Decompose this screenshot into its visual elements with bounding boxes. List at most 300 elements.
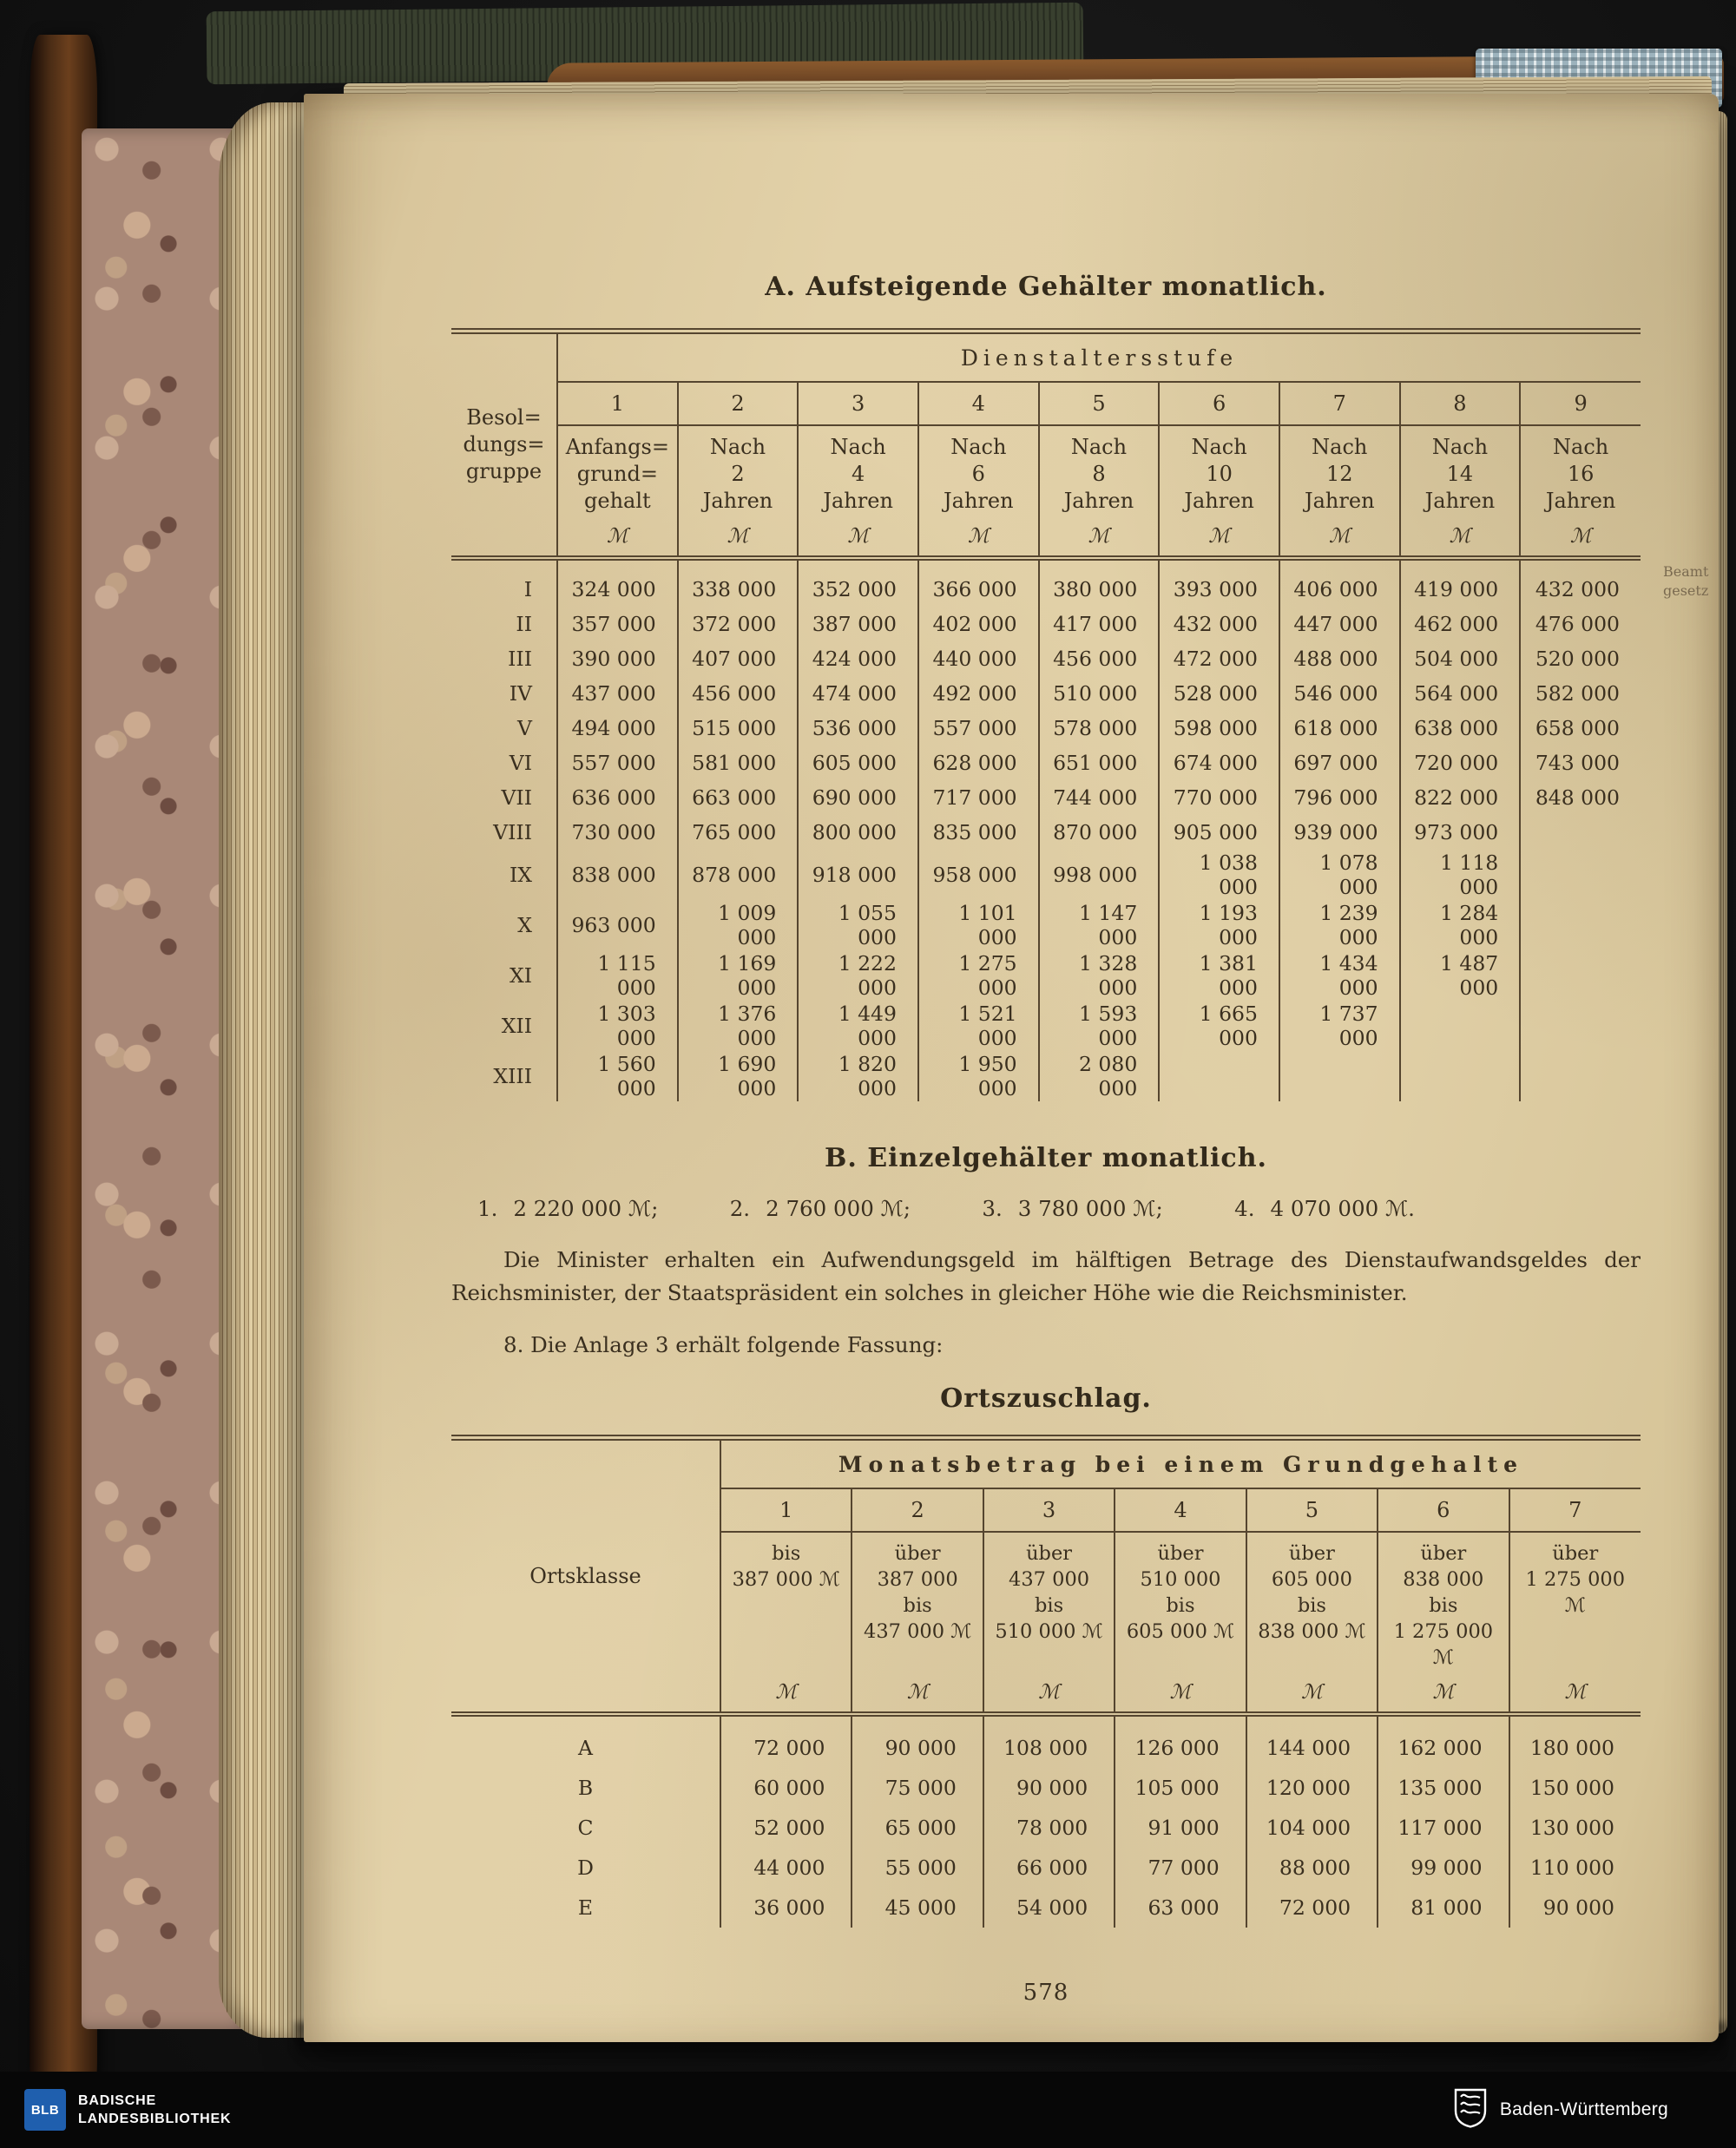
table-body	[451, 558, 1641, 1101]
value-cell: 1 521 000	[918, 1001, 1039, 1051]
value-cell: 488 000	[1279, 641, 1400, 676]
value-cell: 90 000	[852, 1714, 983, 1768]
currency-symbol: ℳ	[1039, 517, 1160, 558]
coat-of-arms-icon	[1453, 2088, 1488, 2132]
column-header	[1246, 1532, 1378, 1673]
column-header-line: Jahren	[1545, 489, 1616, 513]
column-header	[1115, 1532, 1246, 1673]
column-header-line: gehalt	[584, 489, 651, 513]
column-header-line: 8	[1092, 462, 1106, 486]
column-header	[720, 1532, 852, 1673]
currency-symbol: ℳ	[1246, 1673, 1378, 1714]
single-salary-list	[477, 1196, 1415, 1221]
value-cell: 476 000	[1520, 607, 1641, 641]
value-cell: 1 118 000	[1400, 850, 1521, 900]
table-row	[451, 641, 1641, 676]
value-cell: 730 000	[571, 820, 656, 844]
column-header-line: Jahren	[944, 489, 1014, 513]
row-label: VIII	[451, 815, 557, 850]
table-row	[451, 558, 1641, 607]
value-cell: 744 000	[1039, 780, 1160, 815]
single-salary-item	[982, 1196, 1162, 1221]
column-number: 3	[798, 382, 918, 425]
value-cell: 372 000	[678, 607, 799, 641]
value-cell: 796 000	[1279, 780, 1400, 815]
column-number: 6	[1159, 382, 1279, 425]
library-name	[78, 2092, 231, 2128]
value-cell: 822 000	[1400, 780, 1521, 815]
corner-label: Ortsklasse	[451, 1438, 720, 1715]
column-number: 5	[1039, 382, 1160, 425]
value-cell: 120 000	[1246, 1768, 1378, 1808]
value-cell: 45 000	[852, 1888, 983, 1928]
single-salary-item	[477, 1196, 658, 1221]
ortszuschlag-title: Ortszuschlag.	[940, 1383, 1152, 1414]
value-cell: 390 000	[571, 647, 656, 671]
column-header-line: 4	[852, 462, 865, 486]
value-cell: 918 000	[798, 850, 918, 900]
value-cell: 905 000	[1159, 815, 1279, 850]
column-header-line: Jahren	[823, 489, 893, 513]
value-cell: 582 000	[1520, 676, 1641, 711]
value-cell: 474 000	[798, 676, 918, 711]
column-header	[1279, 425, 1400, 517]
value-cell: 393 000	[1159, 558, 1279, 607]
margin-note-line: Beamt	[1663, 563, 1709, 580]
value-cell: 536 000	[798, 711, 918, 746]
row-label: IV	[451, 676, 557, 711]
value-cell: 324 000	[571, 577, 656, 601]
currency-symbol: ℳ	[983, 1673, 1115, 1714]
minister-paragraph: Die Minister erhalten ein Aufwendungsgeld im hälftigen Betrage des Dienstaufwandsgeldes der Reichsminister, der Staatspräsident ein solches in gleicher Höhe wie die Reichsminister.	[451, 1247, 1641, 1305]
value-cell: 800 000	[798, 815, 918, 850]
column-headers-row	[451, 425, 1641, 517]
value-cell: 1 169 000	[678, 950, 799, 1001]
value-cell: 1 434 000	[1279, 950, 1400, 1001]
state-label: Baden-Württemberg	[1499, 2099, 1668, 2119]
row-label: V	[451, 711, 557, 746]
value-cell: 417 000	[1039, 607, 1160, 641]
value-cell: 72 000	[753, 1736, 825, 1760]
column-number: 1	[720, 1488, 852, 1532]
value-cell: 963 000	[571, 913, 656, 937]
column-header-line: 838 000 ℳ	[1258, 1620, 1366, 1643]
value-cell: 690 000	[798, 780, 918, 815]
corner-label	[451, 332, 557, 559]
value-cell: 717 000	[918, 780, 1039, 815]
value-cell: 406 000	[1279, 558, 1400, 607]
value-cell: 510 000	[1039, 676, 1160, 711]
value-cell: 78 000	[983, 1808, 1115, 1848]
column-number: 8	[1400, 382, 1521, 425]
value-cell: 77 000	[1115, 1848, 1246, 1888]
value-cell: 557 000	[918, 711, 1039, 746]
row-label: D	[451, 1848, 720, 1888]
column-header-line: bis	[1034, 1594, 1064, 1617]
column-header-line: 387 000	[877, 1568, 958, 1591]
value-cell: 1 239 000	[1279, 900, 1400, 950]
value-cell: 1 009 000	[678, 900, 799, 950]
currency-symbol: ℳ	[798, 517, 918, 558]
value-cell: 55 000	[852, 1848, 983, 1888]
column-number: 4	[918, 382, 1039, 425]
span-header: Monatsbetrag bei einem Grundgehalte	[720, 1438, 1641, 1489]
currency-symbol: ℳ	[557, 517, 678, 558]
value-cell: 546 000	[1279, 676, 1400, 711]
value-cell: 564 000	[1400, 676, 1521, 711]
column-header-line: über	[1552, 1542, 1599, 1565]
column-number: 6	[1378, 1488, 1509, 1532]
value-cell: 1 115 000	[597, 951, 656, 1000]
margin-note-line: gesetz	[1663, 582, 1709, 599]
table-row	[451, 1438, 1641, 1489]
column-header-line: 437 000	[1009, 1568, 1090, 1591]
row-label: III	[451, 641, 557, 676]
value-cell: 432 000	[1520, 558, 1641, 607]
value-cell: 1 950 000	[918, 1051, 1039, 1101]
value-cell: 581 000	[678, 746, 799, 780]
row-label: II	[451, 607, 557, 641]
value-cell: 135 000	[1378, 1768, 1509, 1808]
table-row	[451, 950, 1641, 1001]
library-name-line2: LANDESBIBLIOTHEK	[78, 2112, 232, 2126]
value-cell: 1 381 000	[1159, 950, 1279, 1001]
row-label: XI	[451, 950, 557, 1001]
value-cell: 387 000	[798, 607, 918, 641]
value-cell: 462 000	[1400, 607, 1521, 641]
table-row	[451, 1001, 1641, 1051]
value-cell: 1 147 000	[1039, 900, 1160, 950]
value-cell	[1520, 850, 1641, 900]
column-header-line: 437 000 ℳ	[864, 1620, 972, 1643]
value-cell	[1400, 1001, 1521, 1051]
single-salary-item	[730, 1196, 911, 1221]
value-cell: 1 222 000	[798, 950, 918, 1001]
corner-label-line: Besol=	[466, 405, 542, 430]
column-header-line: über	[1026, 1542, 1073, 1565]
row-label: I	[451, 558, 557, 607]
value-cell: 770 000	[1159, 780, 1279, 815]
currency-row	[451, 517, 1641, 558]
value-cell: 99 000	[1378, 1848, 1509, 1888]
table-row	[451, 1051, 1641, 1101]
table-row	[451, 1848, 1641, 1888]
column-number: 2	[852, 1488, 983, 1532]
value-cell: 1 737 000	[1279, 1001, 1400, 1051]
value-cell: 126 000	[1115, 1714, 1246, 1768]
column-header	[918, 425, 1039, 517]
item-number: 2.	[729, 1196, 751, 1221]
column-number: 4	[1115, 1488, 1246, 1532]
table-row	[451, 607, 1641, 641]
column-header-line: Nach	[830, 435, 886, 459]
column-header-line: Nach	[1070, 435, 1128, 459]
column-header-line: über	[1288, 1542, 1335, 1565]
value-cell: 492 000	[918, 676, 1039, 711]
value-cell: 407 000	[678, 641, 799, 676]
value-cell: 424 000	[798, 641, 918, 676]
table-row	[451, 900, 1641, 950]
value-cell: 848 000	[1520, 780, 1641, 815]
column-header-line: 510 000 ℳ	[995, 1620, 1103, 1643]
value-cell: 973 000	[1400, 815, 1521, 850]
row-label: X	[451, 900, 557, 950]
value-cell: 835 000	[918, 815, 1039, 850]
page-content	[304, 94, 1719, 2006]
value-cell	[1400, 1051, 1521, 1101]
value-cell: 636 000	[571, 785, 656, 810]
value-cell: 117 000	[1378, 1808, 1509, 1848]
value-cell: 63 000	[1115, 1888, 1246, 1928]
item-number: 4.	[1234, 1196, 1255, 1221]
value-cell: 2 080 000	[1039, 1051, 1160, 1101]
column-header-line: Anfangs=	[565, 435, 669, 459]
column-header-line: Jahren	[1305, 489, 1375, 513]
value-cell: 44 000	[753, 1856, 825, 1880]
page-number: 578	[1023, 1980, 1069, 2006]
value-cell: 618 000	[1279, 711, 1400, 746]
value-cell: 1 078 000	[1279, 850, 1400, 900]
value-cell: 1 193 000	[1159, 900, 1279, 950]
blb-logo-square: BLB	[24, 2089, 66, 2131]
value-cell: 380 000	[1039, 558, 1160, 607]
value-cell: 338 000	[678, 558, 799, 607]
value-cell: 66 000	[983, 1848, 1115, 1888]
value-cell: 437 000	[571, 681, 656, 706]
span-header: Dienstaltersstufe	[557, 332, 1641, 383]
value-cell: 456 000	[1039, 641, 1160, 676]
value-cell: 357 000	[571, 612, 656, 636]
column-header-line: Jahren	[1424, 489, 1496, 513]
table-row	[451, 1808, 1641, 1848]
column-header-line: 1 275 000 ℳ	[1525, 1568, 1626, 1617]
column-header	[983, 1532, 1115, 1673]
value-cell: 162 000	[1378, 1714, 1509, 1768]
column-header-line: über	[1157, 1542, 1204, 1565]
column-number: 2	[678, 382, 799, 425]
corner-label-line: dungs=	[463, 432, 545, 457]
blb-logo[interactable]	[24, 2089, 231, 2131]
row-label: VI	[451, 746, 557, 780]
currency-symbol: ℳ	[1159, 517, 1279, 558]
table-row	[451, 332, 1641, 383]
value-cell: 720 000	[1400, 746, 1521, 780]
item-amount: 2 760 000 ℳ;	[766, 1196, 911, 1221]
value-cell: 366 000	[918, 558, 1039, 607]
value-cell: 1 487 000	[1400, 950, 1521, 1001]
item-amount: 3 780 000 ℳ;	[1017, 1196, 1163, 1221]
baden-wuerttemberg-logo[interactable]	[1453, 2088, 1668, 2132]
value-cell: 1 303 000	[597, 1002, 656, 1050]
row-label: VII	[451, 780, 557, 815]
value-cell: 939 000	[1279, 815, 1400, 850]
page-fan-left	[219, 102, 316, 2038]
currency-symbol: ℳ	[1520, 517, 1641, 558]
column-header	[678, 425, 799, 517]
value-cell: 1 560 000	[597, 1052, 656, 1100]
table-row	[451, 746, 1641, 780]
value-cell: 91 000	[1115, 1808, 1246, 1848]
scanned-page	[304, 94, 1719, 2042]
value-cell: 674 000	[1159, 746, 1279, 780]
value-cell: 65 000	[852, 1808, 983, 1848]
currency-symbol: ℳ	[1279, 517, 1400, 558]
column-number: 7	[1279, 382, 1400, 425]
column-header	[798, 425, 918, 517]
column-header-line: Nach	[709, 435, 766, 459]
column-header	[557, 425, 678, 517]
value-cell: 1 690 000	[678, 1051, 799, 1101]
value-cell: 352 000	[798, 558, 918, 607]
column-header-line: bis	[1429, 1594, 1458, 1617]
column-header-line: über	[1420, 1542, 1467, 1565]
value-cell: 658 000	[1520, 711, 1641, 746]
item-number: 1.	[477, 1196, 498, 1221]
value-cell: 598 000	[1159, 711, 1279, 746]
value-cell: 578 000	[1039, 711, 1160, 746]
row-label: A	[451, 1714, 720, 1768]
column-number: 5	[1246, 1488, 1378, 1532]
item-number: 3.	[982, 1196, 1003, 1221]
library-name-line1: BADISCHE	[78, 2093, 156, 2108]
value-cell: 104 000	[1246, 1808, 1378, 1848]
value-cell: 870 000	[1039, 815, 1160, 850]
column-header-line: grund=	[576, 462, 658, 486]
salary-table-a	[451, 328, 1641, 1101]
column-number: 9	[1520, 382, 1641, 425]
value-cell: 651 000	[1039, 746, 1160, 780]
viewer-footer-bar	[0, 2072, 1736, 2148]
ortszuschlag-table	[451, 1435, 1641, 1928]
value-cell: 110 000	[1509, 1848, 1641, 1888]
value-cell: 1 665 000	[1159, 1001, 1279, 1051]
value-cell: 515 000	[678, 711, 799, 746]
value-cell: 36 000	[753, 1895, 825, 1920]
value-cell: 638 000	[1400, 711, 1521, 746]
value-cell	[1520, 815, 1641, 850]
column-numbers-row	[451, 382, 1641, 425]
column-header-line: 10	[1206, 462, 1233, 486]
value-cell	[1520, 1051, 1641, 1101]
value-cell: 605 000	[798, 746, 918, 780]
value-cell: 150 000	[1509, 1768, 1641, 1808]
column-header-line: Nach	[950, 435, 1007, 459]
column-header	[1509, 1532, 1641, 1673]
value-cell	[1520, 900, 1641, 950]
item-8-line: 8. Die Anlage 3 erhält folgende Fassung:	[503, 1332, 944, 1357]
column-header-line: Jahren	[702, 489, 773, 513]
value-cell: 697 000	[1279, 746, 1400, 780]
value-cell: 743 000	[1520, 746, 1641, 780]
column-header-line: 838 000	[1403, 1568, 1484, 1591]
value-cell: 456 000	[678, 676, 799, 711]
table-row	[451, 1768, 1641, 1808]
value-cell: 520 000	[1520, 641, 1641, 676]
value-cell: 54 000	[983, 1888, 1115, 1928]
value-cell	[1520, 950, 1641, 1001]
row-label: XII	[451, 1001, 557, 1051]
column-header-line: 12	[1325, 462, 1353, 486]
column-header	[1039, 425, 1160, 517]
row-label: C	[451, 1808, 720, 1848]
value-cell: 472 000	[1159, 641, 1279, 676]
item-amount: 2 220 000 ℳ;	[513, 1196, 659, 1221]
column-number: 7	[1509, 1488, 1641, 1532]
column-header-line: Nach	[1191, 435, 1247, 459]
column-header	[1378, 1532, 1509, 1673]
value-cell: 494 000	[571, 716, 656, 740]
item-amount: 4 070 000 ℳ.	[1270, 1196, 1415, 1221]
value-cell: 88 000	[1246, 1848, 1378, 1888]
column-header	[852, 1532, 983, 1673]
single-salary-item	[1234, 1196, 1415, 1221]
column-header	[1159, 425, 1279, 517]
value-cell: 504 000	[1400, 641, 1521, 676]
value-cell: 557 000	[571, 751, 656, 775]
value-cell: 90 000	[983, 1768, 1115, 1808]
value-cell	[1159, 1051, 1279, 1101]
currency-symbol: ℳ	[1509, 1673, 1641, 1714]
column-header-line: 510 000	[1140, 1568, 1221, 1591]
currency-symbol: ℳ	[852, 1673, 983, 1714]
column-header-line: Nach	[1553, 435, 1609, 459]
value-cell: 838 000	[571, 863, 656, 887]
value-cell: 1 820 000	[798, 1051, 918, 1101]
row-label: B	[451, 1768, 720, 1808]
value-cell: 432 000	[1159, 607, 1279, 641]
currency-symbol: ℳ	[1115, 1673, 1246, 1714]
value-cell: 447 000	[1279, 607, 1400, 641]
column-header-line: 6	[971, 462, 985, 486]
column-header-line: 14	[1446, 462, 1474, 486]
corner-label-line: gruppe	[465, 459, 542, 483]
value-cell: 440 000	[918, 641, 1039, 676]
currency-symbol: ℳ	[1378, 1673, 1509, 1714]
value-cell: 1 593 000	[1039, 1001, 1160, 1051]
value-cell: 130 000	[1509, 1808, 1641, 1848]
column-header-line: bis	[1297, 1594, 1326, 1617]
row-label: IX	[451, 850, 557, 900]
column-header	[1400, 425, 1521, 517]
margin-note	[1663, 562, 1717, 601]
value-cell: 144 000	[1246, 1714, 1378, 1768]
column-header-line: Nach	[1312, 435, 1368, 459]
value-cell: 1 101 000	[918, 900, 1039, 950]
column-header	[1520, 425, 1641, 517]
value-cell: 105 000	[1115, 1768, 1246, 1808]
value-cell: 998 000	[1039, 850, 1160, 900]
table-row	[451, 1714, 1641, 1768]
value-cell: 180 000	[1509, 1714, 1641, 1768]
column-header-line: über	[894, 1542, 941, 1565]
value-cell: 663 000	[678, 780, 799, 815]
currency-symbol: ℳ	[678, 517, 799, 558]
table-row	[451, 815, 1641, 850]
column-header-line: bis	[903, 1594, 932, 1617]
column-header-line: bis	[1166, 1594, 1195, 1617]
row-label: E	[451, 1888, 720, 1928]
currency-symbol: ℳ	[720, 1673, 852, 1714]
column-number: 3	[983, 1488, 1115, 1532]
column-header-line: 16	[1567, 462, 1595, 486]
currency-symbol: ℳ	[1400, 517, 1521, 558]
value-cell: 765 000	[678, 815, 799, 850]
value-cell: 60 000	[753, 1776, 825, 1800]
column-number: 1	[557, 382, 678, 425]
column-header-line: 387 000 ℳ	[732, 1568, 840, 1591]
section-b-title: B. Einzelgehälter monatlich.	[825, 1143, 1267, 1173]
value-cell: 528 000	[1159, 676, 1279, 711]
